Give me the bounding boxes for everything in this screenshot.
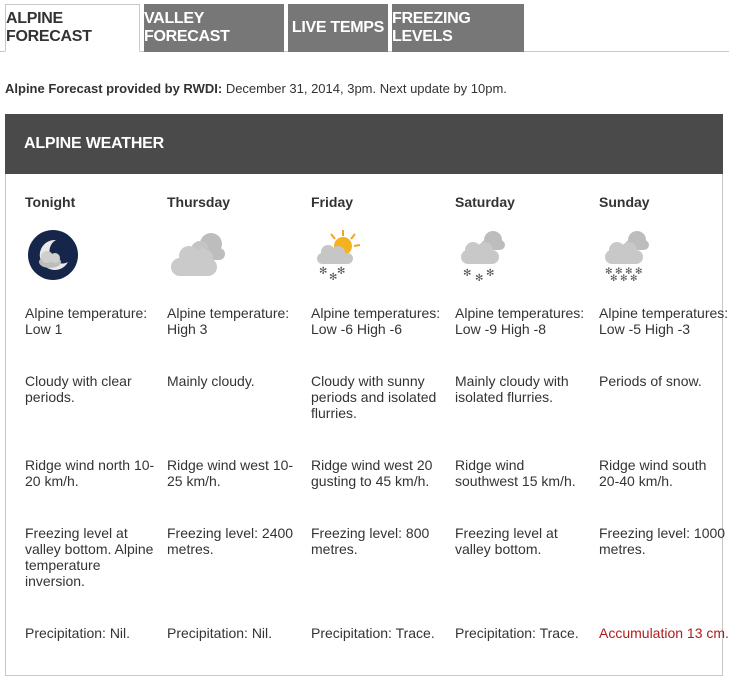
day-name: Saturday	[455, 194, 515, 210]
svg-text:✻: ✻	[329, 272, 338, 282]
provider-label: Alpine Forecast provided by RWDI:	[5, 81, 223, 96]
day-name: Thursday	[167, 194, 231, 210]
wind-text: Ridge wind southwest 15 km/h.	[455, 457, 576, 489]
freezing-level-text: Freezing level at valley bottom. Alpine temperature inversion.	[25, 525, 154, 589]
freezing-level-text: Freezing level: 2400 metres.	[167, 525, 294, 557]
freezing-level-text: Freezing level at valley bottom.	[455, 525, 558, 557]
temperature-text: Alpine temperature: Low 1	[25, 305, 148, 337]
conditions-text: Mainly cloudy.	[167, 373, 255, 389]
accumulation-text: Accumulation 13 cm.	[599, 625, 729, 641]
temperature-text: Alpine temperatures: Low -5 High -3	[599, 305, 729, 337]
svg-text:✻: ✻	[625, 267, 633, 277]
conditions-text: Cloudy with sunny periods and isolated flurries.	[311, 373, 437, 421]
svg-text:✻: ✻	[337, 266, 346, 277]
svg-text:✻: ✻	[630, 274, 638, 282]
wind-text: Ridge wind west 20 gusting to 45 km/h.	[311, 457, 433, 489]
wind-text: Ridge wind north 10-20 km/h.	[25, 457, 155, 489]
tab-live-temps[interactable]: LIVE TEMPS	[288, 4, 388, 52]
wind-text: Ridge wind west 10-25 km/h.	[167, 457, 294, 489]
conditions-text: Mainly cloudy with isolated flurries.	[455, 373, 569, 405]
tab-freezing-levels[interactable]: FREEZING LEVELS	[392, 4, 524, 52]
precipitation-text: Precipitation: Nil.	[167, 625, 273, 641]
svg-text:✻: ✻	[475, 273, 484, 282]
night-cloudy-icon	[25, 228, 81, 282]
provider-text: December 31, 2014, 3pm. Next update by 10pm.	[225, 81, 507, 96]
tab-alpine-forecast[interactable]: ALPINE FORECAST	[5, 4, 140, 52]
tab-valley-forecast[interactable]: VALLEY FORECAST	[144, 4, 284, 52]
day-name: Tonight	[25, 194, 76, 210]
precipitation-text: Precipitation: Trace.	[311, 625, 435, 641]
svg-text:✻: ✻	[486, 268, 495, 279]
conditions-text: Periods of snow.	[599, 373, 702, 389]
cloud-snow-icon	[599, 228, 655, 282]
svg-text:✻: ✻	[319, 266, 328, 277]
day-name: Friday	[311, 194, 354, 210]
precipitation-text: Precipitation: Trace.	[455, 625, 579, 641]
svg-text:✻: ✻	[605, 267, 613, 277]
precipitation-text: Precipitation: Nil.	[25, 625, 131, 641]
freezing-level-text: Freezing level: 800 metres.	[311, 525, 430, 557]
cloudy-icon	[167, 228, 229, 282]
temperature-text: Alpine temperature: High 3	[167, 305, 290, 337]
svg-text:✻: ✻	[620, 274, 628, 282]
freezing-level-text: Freezing level: 1000 metres.	[599, 525, 726, 557]
day-name: Sunday	[599, 194, 650, 210]
wind-text: Ridge wind south 20-40 km/h.	[599, 457, 707, 489]
conditions-text: Cloudy with clear periods.	[25, 373, 132, 405]
forecast-tabs	[0, 0, 729, 52]
svg-text:✻: ✻	[463, 268, 472, 279]
temperature-text: Alpine temperatures: Low -9 High -8	[455, 305, 585, 337]
provider-line	[5, 81, 507, 96]
temperature-text: Alpine temperatures: Low -6 High -6	[311, 305, 441, 337]
panel-title: ALPINE WEATHER	[5, 114, 723, 174]
sun-cloud-flurries-icon	[311, 228, 367, 282]
alpine-weather-panel	[5, 114, 729, 676]
svg-text:✻: ✻	[635, 267, 643, 277]
svg-text:✻: ✻	[610, 274, 618, 282]
cloud-flurries-icon	[455, 228, 511, 282]
svg-text:✻: ✻	[615, 267, 623, 277]
